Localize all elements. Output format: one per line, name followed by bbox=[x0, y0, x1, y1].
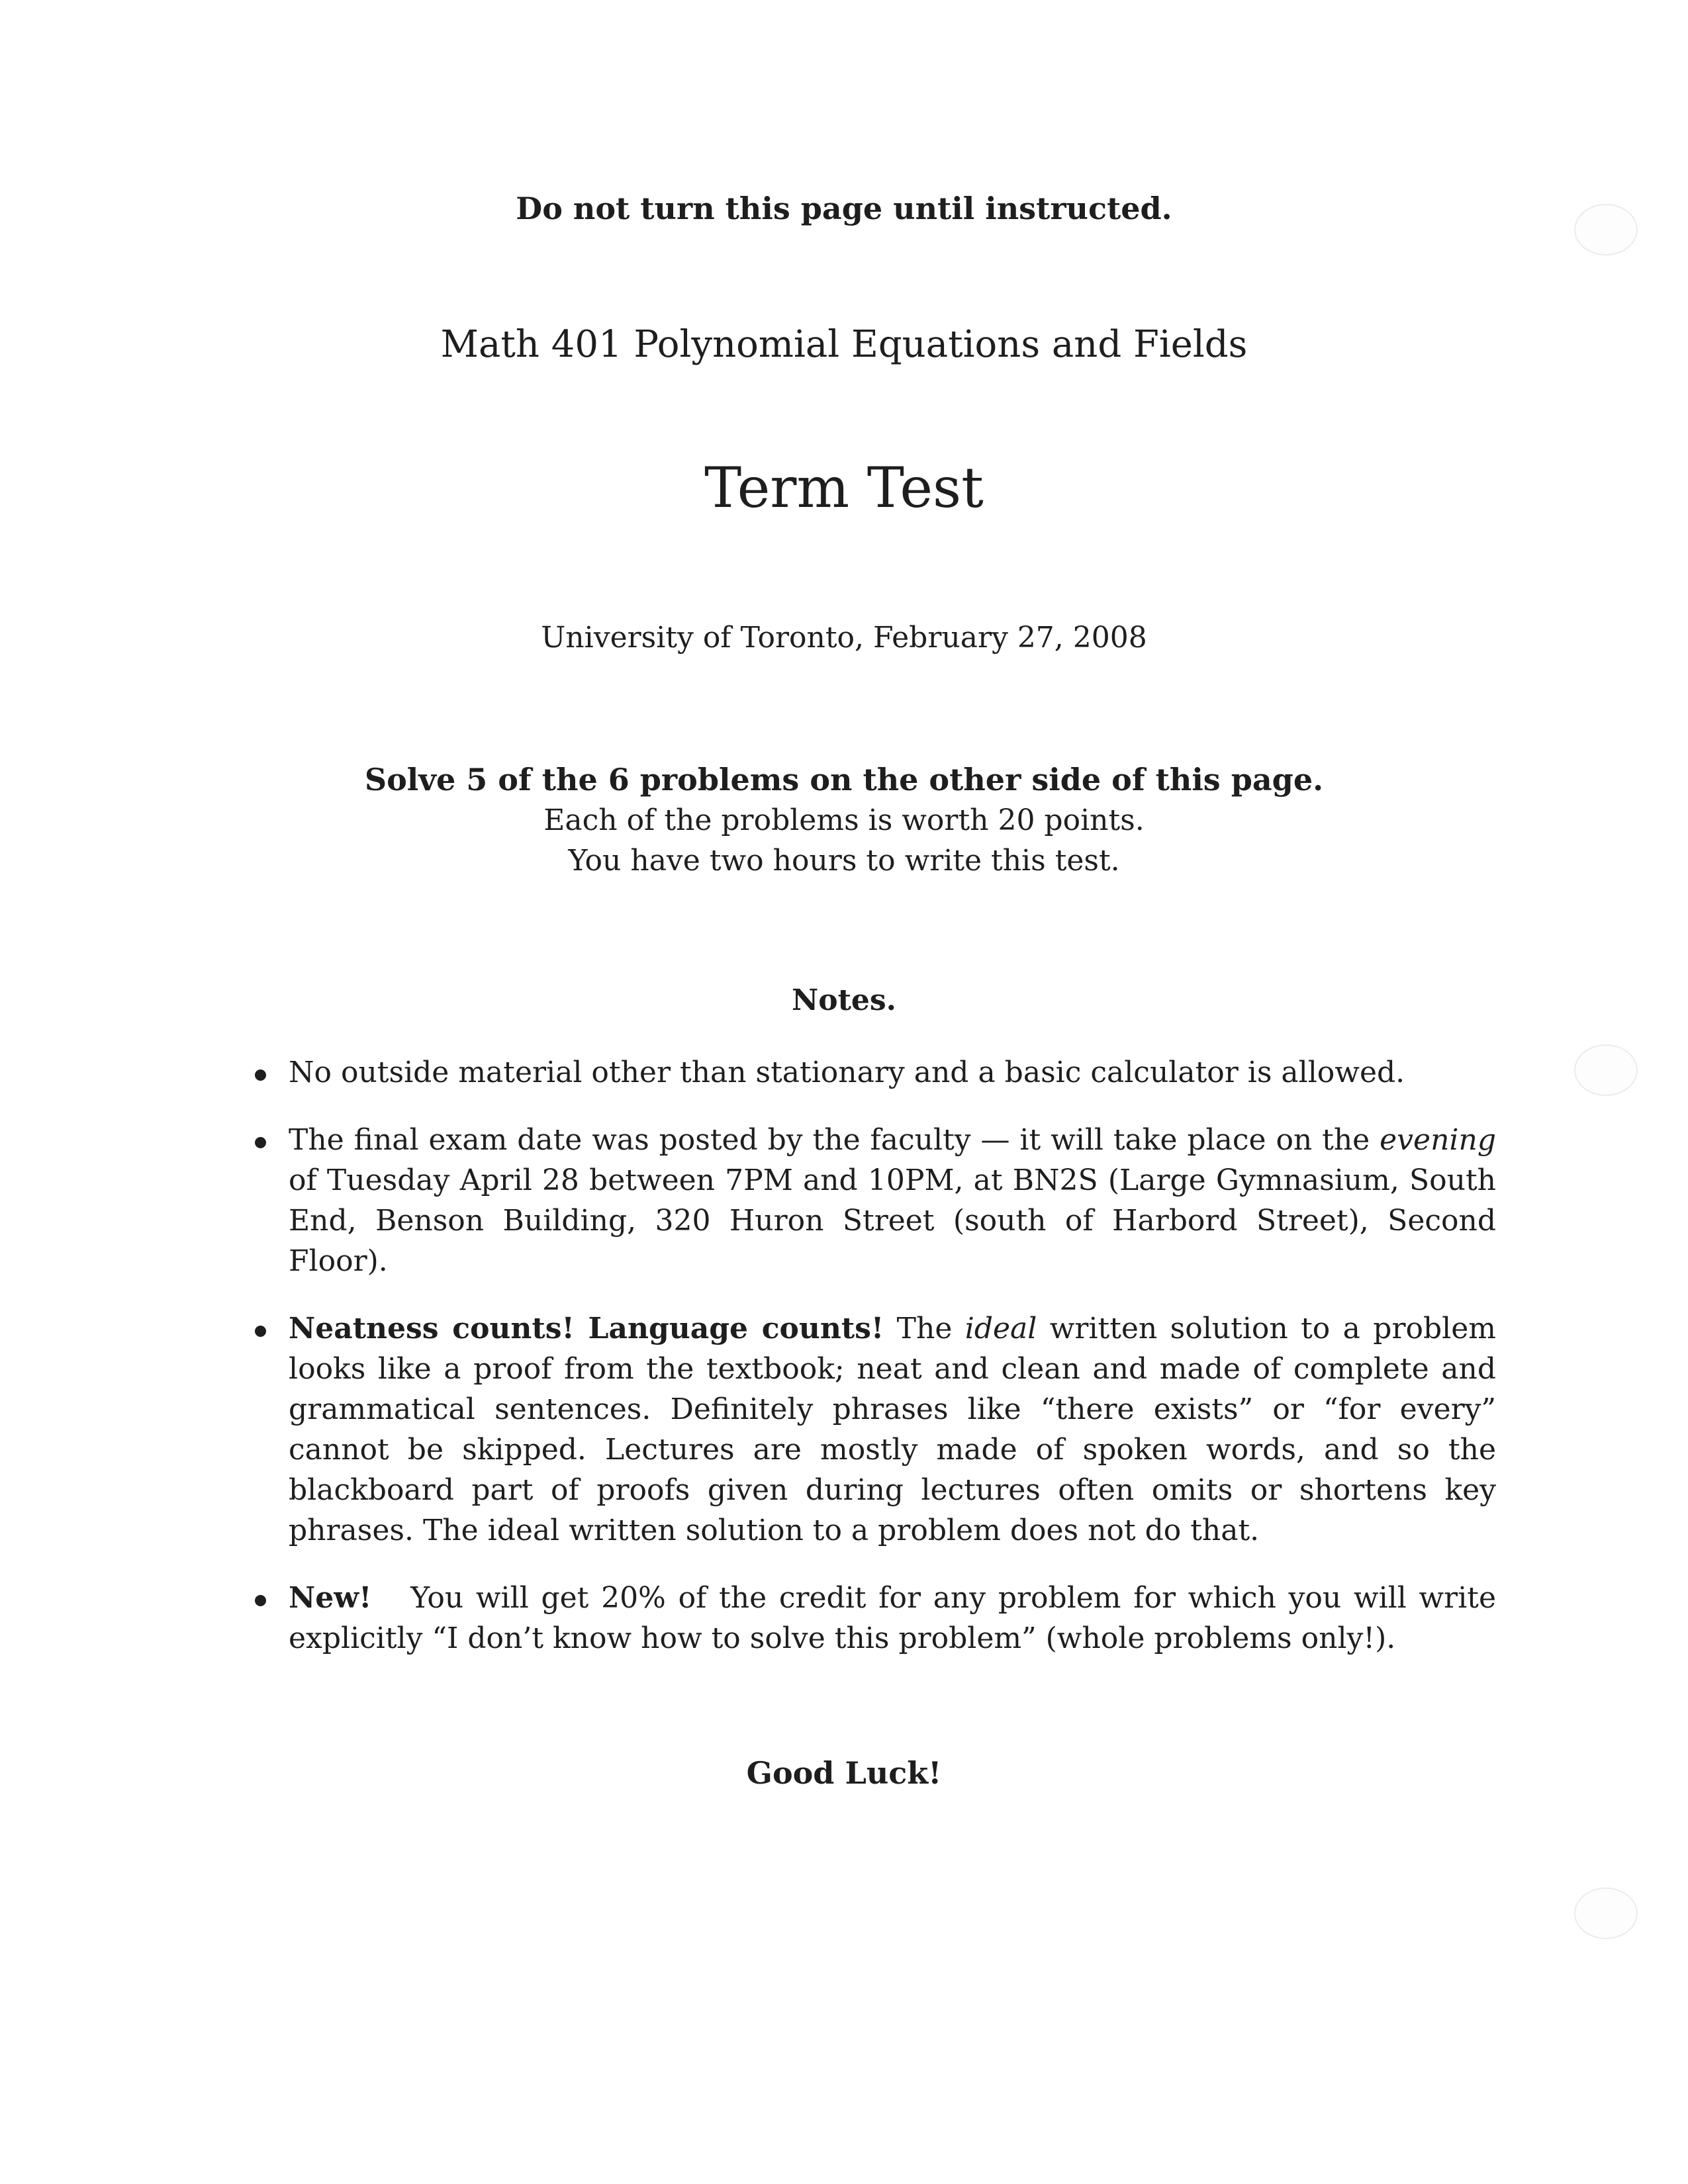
turn-page-warning: Do not turn this page until instructed. bbox=[516, 191, 1172, 226]
note-text-before: The bbox=[896, 1312, 953, 1345]
note-materials bbox=[252, 1052, 1496, 1093]
notes-list bbox=[252, 1052, 1496, 1686]
note-emphasis: evening bbox=[1380, 1123, 1496, 1157]
closing-message: Good Luck! bbox=[746, 1755, 942, 1791]
punch-hole-middle bbox=[1574, 1044, 1638, 1096]
note-bold-lead: Neatness counts! Language counts! bbox=[289, 1312, 884, 1345]
punch-hole-top bbox=[1574, 204, 1638, 255]
university-date: University of Toronto, February 27, 2008 bbox=[541, 621, 1147, 655]
note-new-credit bbox=[252, 1578, 1496, 1659]
note-text-after: of Tuesday April 28 between 7PM and 10PM, at BN2S (Large Gymnasium, South End, Benson Building, 320 Huron Street (south of Harbord Street), Second Floor). bbox=[289, 1163, 1496, 1278]
instructions-lead: Solve 5 of the 6 problems on the other side of this page. bbox=[364, 762, 1324, 797]
note-final-exam bbox=[252, 1120, 1496, 1281]
bullet-icon bbox=[255, 1326, 266, 1337]
bullet-icon bbox=[255, 1069, 266, 1081]
course-title: Math 401 Polynomial Equations and Fields bbox=[440, 323, 1248, 366]
bullet-icon bbox=[255, 1595, 266, 1606]
note-text: No outside material other than stationary and a basic calculator is allowed. bbox=[289, 1056, 1405, 1089]
document-title: Term Test bbox=[704, 455, 984, 520]
note-bold-lead: New! bbox=[289, 1581, 372, 1615]
instructions-points: Each of the problems is worth 20 points. bbox=[543, 803, 1145, 837]
instructions-block bbox=[0, 760, 1688, 881]
note-text-before: The final exam date was posted by the faculty — it will take place on the bbox=[289, 1123, 1370, 1157]
note-text-after: written solution to a problem looks like a proof from the textbook; neat and clean and made of complete and grammatical sentences. Definitely phrases like “there exists” or “for every” cannot be skipped. Lectures are mostly made of spoken words, and so the blackboard part of proofs given during lectures often omits or shortens key phrases. The ideal written solution to a problem does not do that. bbox=[289, 1312, 1496, 1547]
punch-hole-bottom bbox=[1574, 1888, 1638, 1939]
note-emphasis: ideal bbox=[964, 1312, 1037, 1345]
instructions-time: You have two hours to write this test. bbox=[568, 844, 1120, 878]
bullet-icon bbox=[255, 1137, 266, 1148]
notes-heading: Notes. bbox=[792, 983, 896, 1017]
note-neatness bbox=[252, 1308, 1496, 1551]
note-text: You will get 20% of the credit for any problem for which you will write explicitly “I don’t know how to solve this problem” (whole problems only!). bbox=[289, 1581, 1496, 1655]
